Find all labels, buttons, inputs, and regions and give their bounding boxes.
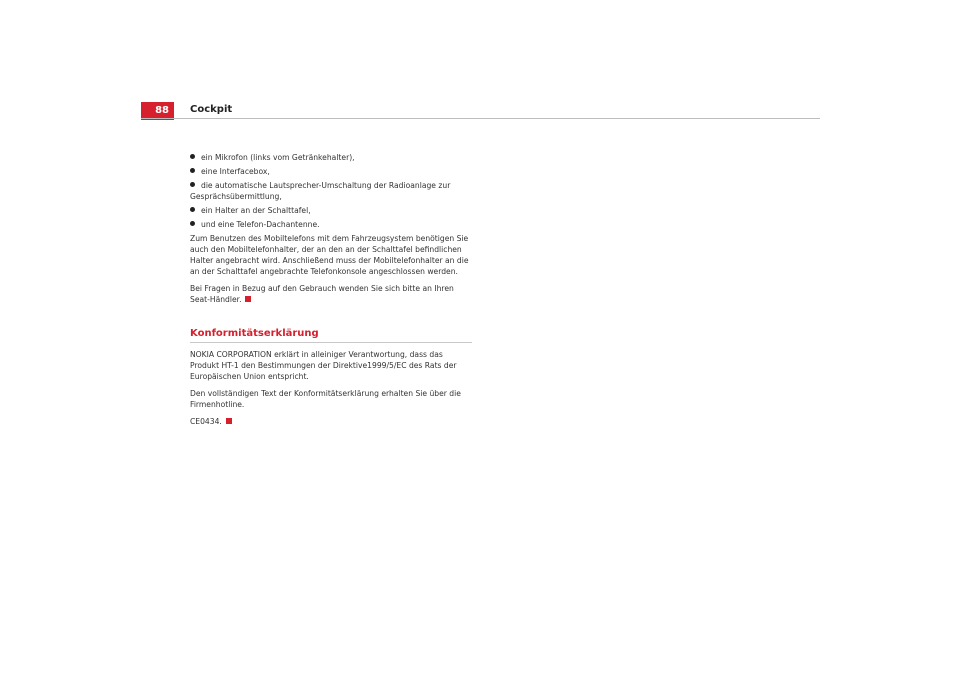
questions-paragraph <box>190 283 472 305</box>
list-item <box>190 205 472 216</box>
declaration-paragraph: NOKIA CORPORATION erklärt in alleiniger Verantwortung, dass das Produkt HT-1 den Bestimmungen der Direktive1999/5/EC des Rats der Europäischen Union entspricht. <box>190 350 457 381</box>
questions-text: Bei Fragen in Bezug auf den Gebrauch wenden Sie sich bitte an Ihren Seat-Händler. <box>190 284 454 304</box>
bullet-icon <box>190 207 195 212</box>
bullet-icon <box>190 221 195 226</box>
list-item <box>190 180 472 202</box>
conformity-heading: Konformitätserklärung <box>190 327 472 343</box>
ce-code: CE0434. <box>190 417 222 426</box>
page-content <box>190 152 472 433</box>
section-title: Cockpit <box>190 104 233 115</box>
list-item-text: ein Mikrofon (links vom Getränkehalter), <box>201 153 355 162</box>
list-item <box>190 219 472 230</box>
list-item-text: und eine Telefon-Dachantenne. <box>201 220 320 229</box>
list-item <box>190 152 472 163</box>
page-number: 88 <box>141 102 174 120</box>
usage-paragraph: Zum Benutzen des Mobiltelefons mit dem Fahrzeugsystem benötigen Sie auch den Mobiltelefonhalter, der an den an der Schalttafel befindlichen Halter angebracht wird. Anschließend muss der Mobiltelefonhalter an die an der Schalttafel angebrachte Telefonkonsole angeschlossen werden. <box>190 234 469 276</box>
bullet-icon <box>190 154 195 159</box>
full-text-paragraph: Den vollständigen Text der Konformitätserklärung erhalten Sie über die Firmenhotline. <box>190 389 461 409</box>
ce-code-paragraph <box>190 416 472 427</box>
section-end-icon <box>226 418 232 424</box>
bullet-icon <box>190 182 195 187</box>
section-end-icon <box>245 296 251 302</box>
list-item-text: die automatische Lautsprecher-Umschaltung der Radioanlage zur Gesprächsübermittlung, <box>190 181 451 201</box>
list-item <box>190 166 472 177</box>
list-item-text: ein Halter an der Schalttafel, <box>201 206 311 215</box>
feature-list <box>190 152 472 230</box>
header-divider <box>141 118 820 119</box>
list-item-text: eine Interfacebox, <box>201 167 270 176</box>
bullet-icon <box>190 168 195 173</box>
